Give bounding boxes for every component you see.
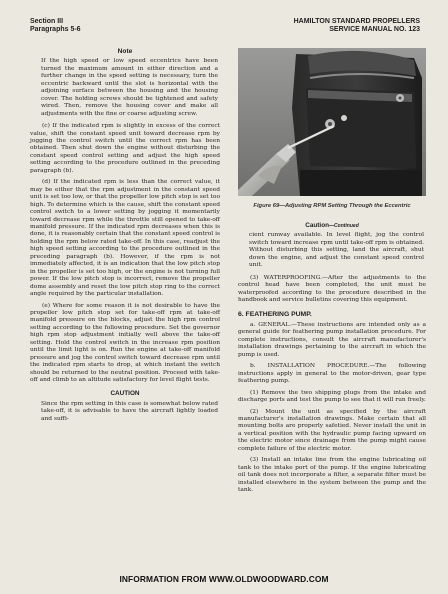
paragraph-step-3: (3) Install an intake line from the engine lubricating oil tank to the intake port of the pump. If the engine lubricating oil tank does not incorporate a filter, a separate filter must be installed elsewhere in the system between the pump and the tank. [238, 457, 426, 494]
note-body: If the high speed or low speed eccentrics have been turned the maximum amount in either direction and a further change in the speed setting is necessary, turn the eccentric backward until the slot is horizontal with the adjoining surface between the housing and the housing cover. The holding screws should be tightened and safety wired. Then, remove the housing cover and make all adjustments with the fine or coarse adjusting screw. [41, 58, 218, 117]
paragraph-step-1: (1) Remove the two shipping plugs from the intake and discharge ports and test the pump to see that it will run freely. [238, 389, 426, 404]
section-label: Section III [30, 18, 64, 25]
propeller-control-photo [238, 48, 426, 196]
note-title: Note [117, 48, 133, 55]
caution-continued-body: cient runway available. In level flight, jog the control switch toward increase rpm until take-off rpm is obtained. Without disturbing this setting, land the aircraft, shut down the engine, and adjust the constant speed control unit. [249, 232, 424, 269]
left-column [30, 48, 220, 423]
paragraph-general: a. GENERAL.—These instructions are intended only as a general guide for feathering pump installation procedure. For complete instructions, consult the aircraft manufacturer's installation drawings pertaining to the aircraft in which the pump is used. [238, 321, 426, 358]
figure-photo [238, 48, 426, 196]
paragraph-c: (c) If the indicated rpm is slightly in excess of the correct value, shift the constant speed unit toward decrease rpm by jogging the control switch until the correct rpm has been obtained. Then shut down the engine without disturbing the constant speed control setting and adjust the high speed setting according to the procedure outlined in the preceding paragraph (b). [30, 123, 220, 174]
paragraph-d: (d) If the indicated rpm is less than the correct value, it may be either that the rpm adjustment in the constant speed unit is set too low, or that the propeller low pitch stop is set too high. To determine which is the cause, shift the constant speed control switch to a lower setting by jogging it momentarily toward decrease rpm while the throttle still opened to take-off manifold pressure. If the indicated rpm decreases when this is done, it is reasonably certain that the constant speed control is holding the rpm below rated take-off. In this case, readjust the high speed setting according to the procedure outlined in the preceding paragraph (b). However, if the rpm is not immediately affected, it is an indication that the low pitch stop in the propeller is set too high, or the engine is not turning full power. If the low pitch stop is incorrect, remove the propeller dome assembly and reset the low pitch stop ring to the correct angle required by the particular installation. [30, 179, 220, 298]
paragraph-waterproofing: (3) WATERPROOFING.—After the adjustments to the control head have been completed, the unit must be waterproofed according to the procedure described in the handbook and service bulletins covering this equipment. [238, 274, 426, 304]
section-title-feathering-pump: 6. FEATHERING PUMP. [238, 310, 312, 318]
footer-source: INFORMATION FROM WWW.OLDWOODWARD.COM [119, 574, 329, 584]
paragraph-e: (e) Where for some reason it is not desirable to have the propeller low pitch stop set for take-off rpm at take-off manifold pressure on the blocks, adjust the high rpm control setting according to the following procedure. Set the governor high rpm stop adjustment initially well above the take-off setting. Hold the control switch in the increase rpm position until the limit light is on. Run the engine at take-off manifold pressure and jog the control switch toward decrease rpm until the indicated rpm starts to drop, at which instant the switch should be returned to the neutral position. Proceed with take-off and climb to an altitude satisfactory for level flight tests. [30, 302, 220, 384]
caution-body: Since the rpm setting in this case is somewhat below rated take-off, it is advisable to have the aircraft lightly loaded and suffi- [41, 400, 218, 422]
company-label: HAMILTON STANDARD PROPELLERS [293, 18, 420, 25]
right-column [238, 222, 426, 499]
figure-caption: Figure 69—Adjusting RPM Setting Through the Eccentric [253, 203, 411, 209]
caution-continued-label: Caution [305, 222, 330, 229]
paragraph-installation: b. INSTALLATION PROCEDURE.—The following instructions apply in general to the motor-driven, gear type feathering pump. [238, 363, 426, 385]
paragraph-step-2: (2) Mount the unit as specified by the aircraft manufacturer's installation drawings. Make certain that all mounting bolts are properly safetied. Never install the unit in a vertical position with the hydraulic pump facing upward on the electric motor since drainage from the pump might cause complete failure of the electric motor. [238, 408, 426, 452]
caution-continued-title [238, 222, 426, 230]
header-left [30, 18, 81, 34]
caution-title: CAUTION [110, 390, 140, 398]
manual-label: SERVICE MANUAL NO. 123 [329, 26, 420, 33]
caution-continued-sub: —Continued [329, 223, 359, 229]
header-right [294, 18, 420, 34]
paragraphs-label: Paragraphs 5-6 [30, 26, 81, 33]
